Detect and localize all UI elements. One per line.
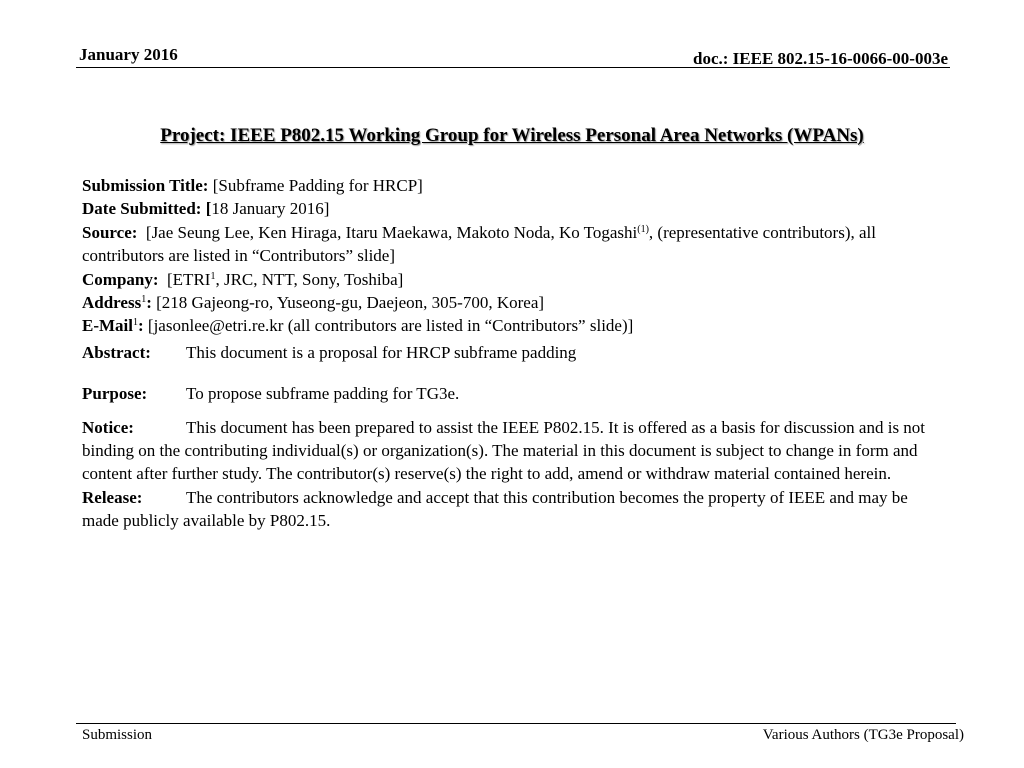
email-superscript: 1 [133, 317, 138, 329]
source-value-part2: , (representative contributors), all contributors are listed in “Contributors” slide] [82, 222, 876, 266]
footer-authors: Various Authors (TG3e Proposal) [762, 727, 964, 743]
date-submitted-line [82, 197, 948, 220]
company-label: Company: [82, 269, 159, 289]
purpose-label: Purpose: [82, 384, 148, 404]
date-submitted-label: Date Submitted: [ [82, 199, 212, 219]
source-label: Source: [82, 222, 138, 242]
email-line [82, 314, 948, 337]
address-value: [218 Gajeong-ro, Yuseong-gu, Daejeon, 305-700, Korea] [156, 293, 545, 313]
release-paragraph [82, 486, 948, 533]
header-doc-id: doc.: IEEE 802.15-16-0066-00-003e [693, 49, 948, 68]
header-divider [76, 67, 950, 68]
abstract-line [82, 341, 948, 364]
source-superscript: (1) [637, 223, 649, 235]
footer-submission: Submission [82, 727, 153, 743]
abstract-label: Abstract: [82, 342, 151, 362]
submission-title-label: Submission Title: [82, 176, 209, 195]
email-value: [jasonlee@etri.re.kr (all contributors are listed in “Contributors” slide)] [147, 316, 634, 336]
address-superscript: 1 [141, 294, 147, 306]
address-colon: : [146, 293, 152, 313]
email-label: E-Mail [82, 316, 133, 336]
submission-details [82, 174, 948, 533]
submission-title-line [82, 174, 948, 197]
company-value-part1: [ETRI [167, 269, 211, 289]
project-title: Project: IEEE P802.15 Working Group for Wireless Personal Area Networks (WPANs) [160, 125, 864, 146]
address-label: Address [82, 293, 142, 313]
notice-value: This document has been prepared to assist the IEEE P802.15. It is offered as a basis for discussion and is not binding on the contributing individual(s) or organization(s). The material in this document is subject to change in form and content after further study. The contributor(s) reserve(s) the right to add, amend or withdraw material contained herein. [82, 417, 926, 484]
source-line [82, 221, 948, 268]
submission-title-value: [Subframe Padding for HRCP] [212, 176, 423, 195]
date-submitted-value: 18 January 2016] [211, 199, 330, 219]
purpose-value: To propose subframe padding for TG3e. [186, 384, 460, 404]
release-value: The contributors acknowledge and accept that this contribution becomes the property of IEEE and may be made publicly available by P802.15. [82, 487, 908, 531]
company-superscript: 1 [210, 270, 216, 282]
abstract-value: This document is a proposal for HRCP subframe padding [186, 342, 577, 362]
notice-label: Notice: [82, 417, 134, 437]
header-date: January 2016 [79, 45, 178, 64]
notice-paragraph [82, 416, 948, 486]
source-value-part1: [Jae Seung Lee, Ken Hiraga, Itaru Maekawa, Makoto Noda, Ko Togashi [145, 222, 638, 242]
company-value-part2: , JRC, NTT, Sony, Toshiba] [215, 269, 404, 289]
email-colon: : [138, 316, 144, 336]
release-label: Release: [82, 487, 143, 507]
address-line [82, 291, 948, 314]
purpose-line [82, 382, 948, 405]
footer-divider [76, 723, 956, 724]
company-line [82, 268, 948, 291]
